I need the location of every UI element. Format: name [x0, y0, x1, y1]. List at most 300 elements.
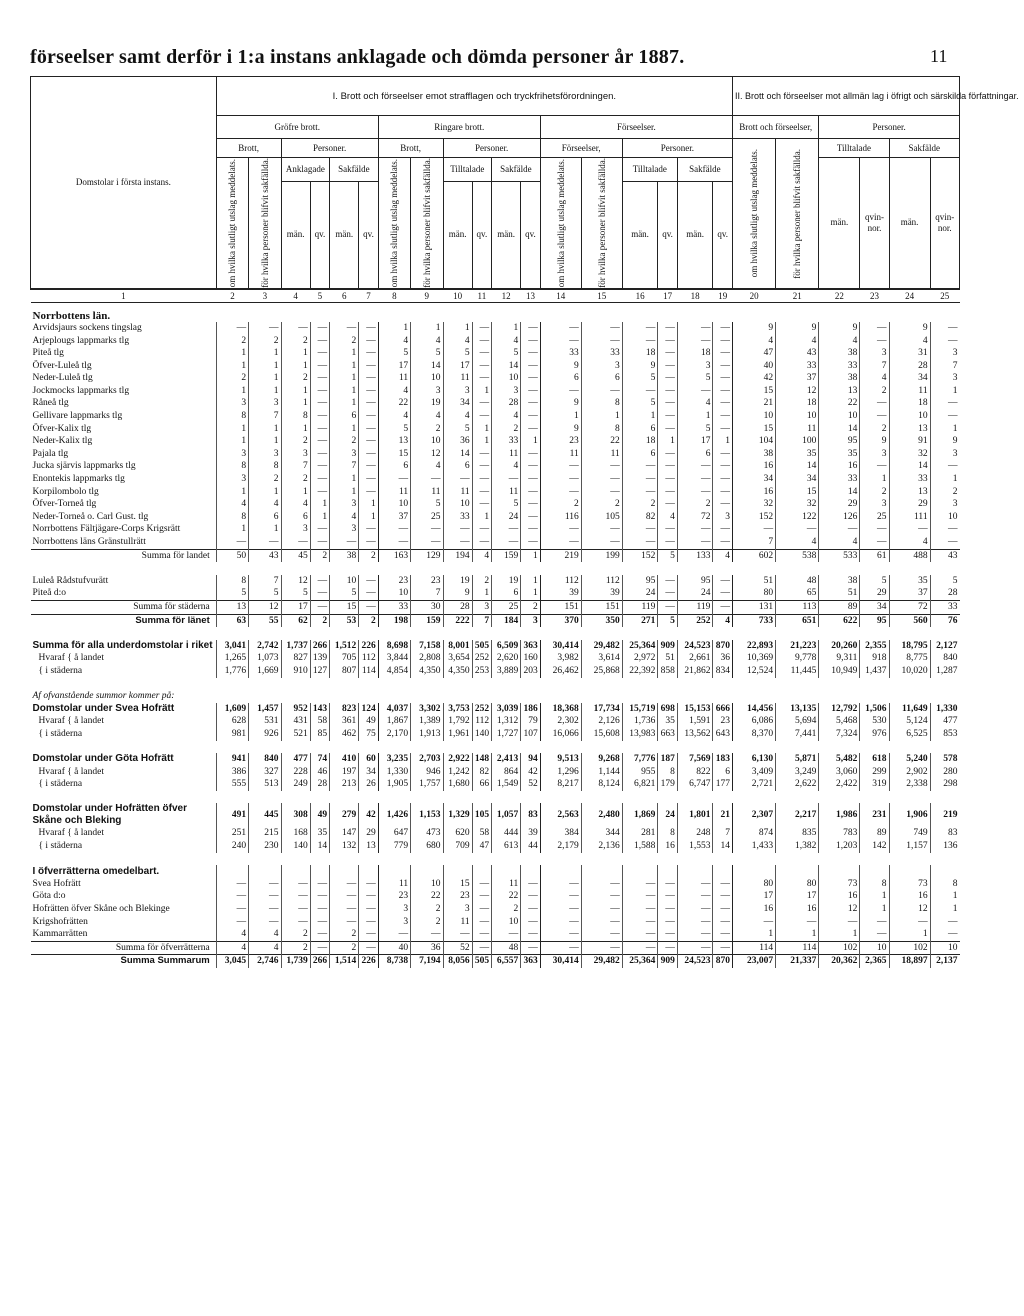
- table-cell: 3: [860, 347, 889, 360]
- table-cell: 8,370: [732, 728, 775, 741]
- table-cell: 643: [713, 728, 733, 741]
- table-cell: 6,130: [732, 753, 775, 766]
- table-cell: 946: [411, 766, 443, 779]
- table-cell: 35: [310, 827, 329, 840]
- table-cell: 5: [216, 587, 248, 600]
- table-cell: 16: [732, 903, 775, 916]
- table-cell: 1: [443, 322, 472, 335]
- table-cell: 17,734: [581, 703, 622, 716]
- table-cell: 23: [540, 435, 581, 448]
- table-cell: 3,302: [411, 703, 443, 716]
- table-row: [31, 435, 960, 448]
- table-cell: —: [540, 335, 581, 348]
- table-cell: —: [521, 523, 540, 536]
- table-cell: 112: [359, 652, 378, 665]
- table-cell: 100: [776, 435, 819, 448]
- table-cell: 1,265: [216, 652, 248, 665]
- table-cell: 13: [378, 435, 410, 448]
- column-number: 22: [819, 289, 860, 303]
- table-cell: 1,905: [378, 778, 410, 791]
- man-header-ii-a: män.: [819, 158, 860, 289]
- table-cell: —: [492, 473, 521, 486]
- table-cell: —: [658, 322, 677, 335]
- table-cell: 2,742: [249, 640, 281, 653]
- table-cell: 477: [281, 753, 310, 766]
- table-cell: 4: [819, 536, 860, 549]
- table-cell: 29: [819, 498, 860, 511]
- spacer-cell: [31, 791, 960, 804]
- table-cell: —: [359, 536, 378, 549]
- table-cell: —: [930, 410, 959, 423]
- table-cell: 1: [819, 928, 860, 941]
- table-cell: 981: [216, 728, 248, 741]
- note-text: Af ofvanstående summor kommer på:: [32, 691, 175, 702]
- table-cell: —: [677, 322, 713, 335]
- table-cell: 17: [378, 360, 410, 373]
- table-cell: 131: [732, 600, 775, 614]
- table-cell: 38: [819, 575, 860, 588]
- table-cell: 1,389: [411, 715, 443, 728]
- table-cell: 228: [281, 766, 310, 779]
- table-cell: 3: [930, 448, 959, 461]
- table-cell: 1: [472, 587, 491, 600]
- table-cell: 226: [359, 955, 378, 968]
- table-cell: 186: [521, 703, 540, 716]
- table-cell: [658, 865, 677, 878]
- qv-header: qv.: [472, 181, 491, 288]
- table-cell: 834: [713, 665, 733, 678]
- table-cell: —: [713, 335, 733, 348]
- table-cell: 2,170: [378, 728, 410, 741]
- table-cell: —: [472, 347, 491, 360]
- table-cell: 2,746: [249, 955, 281, 968]
- table-cell: 363: [521, 640, 540, 653]
- table-cell: 3,039: [492, 703, 521, 716]
- table-cell: [216, 865, 248, 878]
- table-cell: —: [330, 916, 359, 929]
- table-cell: —: [411, 473, 443, 486]
- table-cell: 30: [411, 600, 443, 614]
- table-cell: 10,020: [889, 665, 930, 678]
- table-cell: —: [658, 523, 677, 536]
- table-cell: 7: [713, 827, 733, 840]
- table-cell: 2: [249, 473, 281, 486]
- table-cell: 1,609: [216, 703, 248, 716]
- table-cell: —: [216, 916, 248, 929]
- table-cell: 1,382: [776, 840, 819, 853]
- qv-header: qv.: [310, 181, 329, 288]
- table-cell: 1: [249, 372, 281, 385]
- table-cell: 3: [581, 360, 622, 373]
- table-cell: —: [930, 460, 959, 473]
- table-cell: 2: [411, 903, 443, 916]
- table-cell: 1,961: [443, 728, 472, 741]
- table-cell: 89: [819, 600, 860, 614]
- table-cell: 199: [581, 549, 622, 562]
- table-cell: 43: [930, 549, 959, 562]
- total-label: Summa Summarum: [31, 955, 217, 968]
- table-cell: 10: [776, 410, 819, 423]
- table-row: [31, 878, 960, 891]
- table-cell: 23: [378, 890, 410, 903]
- table-cell: 34: [860, 600, 889, 614]
- table-cell: —: [521, 360, 540, 373]
- table-cell: [330, 865, 359, 878]
- table-cell: 1,329: [443, 803, 472, 827]
- table-cell: 31: [889, 347, 930, 360]
- table-cell: 5,694: [776, 715, 819, 728]
- table-cell: 18: [677, 347, 713, 360]
- table-cell: 5: [411, 498, 443, 511]
- table-cell: 13: [889, 423, 930, 436]
- table-cell: —: [540, 486, 581, 499]
- table-cell: 4: [492, 410, 521, 423]
- table-cell: 2,422: [819, 778, 860, 791]
- table-cell: —: [472, 523, 491, 536]
- tilltalade-header-3: Tilltalade: [622, 158, 677, 182]
- man-header: män.: [443, 181, 472, 288]
- table-cell: —: [677, 385, 713, 398]
- table-cell: 1: [281, 360, 310, 373]
- table-cell: 113: [776, 600, 819, 614]
- column-number: 14: [540, 289, 581, 303]
- row-label: Arjeplougs lappmarks tlg: [32, 335, 130, 346]
- table-row: [31, 640, 960, 653]
- table-cell: 114: [732, 941, 775, 955]
- column-number: 24: [889, 289, 930, 303]
- table-cell: —: [443, 473, 472, 486]
- column-number: 21: [776, 289, 819, 303]
- table-cell: 1,437: [860, 665, 889, 678]
- table-cell: 18: [622, 347, 658, 360]
- table-cell: —: [713, 473, 733, 486]
- table-cell: 909: [658, 955, 677, 968]
- table-cell: 83: [930, 827, 959, 840]
- table-cell: 213: [330, 778, 359, 791]
- table-cell: 4: [472, 549, 491, 562]
- table-cell: 3,235: [378, 753, 410, 766]
- table-cell: —: [658, 916, 677, 929]
- table-cell: —: [889, 916, 930, 929]
- table-cell: 2,338: [889, 778, 930, 791]
- table-cell: —: [713, 347, 733, 360]
- table-cell: 1: [930, 423, 959, 436]
- table-cell: 240: [216, 840, 248, 853]
- table-cell: 43: [776, 347, 819, 360]
- vert-header-3a: om hvilka slutligt utslag meddelats.: [540, 158, 581, 289]
- table-cell: 37: [889, 587, 930, 600]
- table-cell: —: [581, 903, 622, 916]
- table-cell: 1,776: [216, 665, 248, 678]
- table-cell: —: [216, 890, 248, 903]
- table-cell: 76: [930, 614, 959, 627]
- table-cell: 3: [472, 600, 491, 614]
- table-row: [31, 587, 960, 600]
- table-cell: 666: [713, 703, 733, 716]
- row-label: Jockmocks lappmarks tlg: [32, 385, 130, 396]
- table-cell: —: [281, 903, 310, 916]
- table-cell: 17: [281, 600, 310, 614]
- table-cell: 11: [776, 423, 819, 436]
- table-cell: —: [310, 410, 329, 423]
- table-cell: 10: [732, 410, 775, 423]
- table-cell: —: [521, 322, 540, 335]
- table-cell: 62: [281, 614, 310, 627]
- table-cell: 705: [330, 652, 359, 665]
- table-cell: 386: [216, 766, 248, 779]
- table-cell: 3: [281, 448, 310, 461]
- table-cell: 11,649: [889, 703, 930, 716]
- table-cell: 3: [249, 397, 281, 410]
- table-cell: 10: [930, 511, 959, 524]
- table-cell: 22: [411, 890, 443, 903]
- table-cell: 864: [492, 766, 521, 779]
- table-cell: 2: [581, 498, 622, 511]
- spacer-cell: [31, 627, 960, 640]
- man-header: män.: [330, 181, 359, 288]
- table-cell: —: [359, 600, 378, 614]
- table-cell: —: [216, 536, 248, 549]
- table-cell: 11: [443, 486, 472, 499]
- table-cell: 12: [281, 575, 310, 588]
- table-cell: 33: [819, 473, 860, 486]
- table-cell: 89: [860, 827, 889, 840]
- table-cell: 976: [860, 728, 889, 741]
- table-cell: 198: [378, 614, 410, 627]
- table-cell: —: [860, 536, 889, 549]
- table-cell: —: [472, 941, 491, 955]
- table-cell: —: [310, 397, 329, 410]
- table-cell: 513: [249, 778, 281, 791]
- table-cell: 2,703: [411, 753, 443, 766]
- table-cell: 159: [492, 549, 521, 562]
- table-cell: 2: [472, 575, 491, 588]
- statistics-table: [30, 76, 1019, 968]
- table-cell: 16: [776, 903, 819, 916]
- table-row: [31, 448, 960, 461]
- table-cell: 32: [776, 498, 819, 511]
- table-cell: 34: [359, 766, 378, 779]
- table-cell: 2: [492, 903, 521, 916]
- table-cell: [378, 865, 410, 878]
- table-cell: 2: [310, 614, 329, 627]
- table-cell: 49: [359, 715, 378, 728]
- table-cell: 6: [677, 448, 713, 461]
- table-cell: 7,441: [776, 728, 819, 741]
- table-cell: 25: [492, 600, 521, 614]
- table-cell: 102: [819, 941, 860, 955]
- table-cell: 17: [776, 890, 819, 903]
- table-cell: 1: [281, 486, 310, 499]
- table-cell: 3: [281, 523, 310, 536]
- table-cell: 112: [540, 575, 581, 588]
- table-cell: [472, 865, 491, 878]
- table-cell: 17: [677, 435, 713, 448]
- table-cell: 28: [889, 360, 930, 373]
- column-number: 19: [713, 289, 733, 303]
- table-cell: 15,719: [622, 703, 658, 716]
- table-cell: 36: [713, 652, 733, 665]
- column-number: 17: [658, 289, 677, 303]
- table-cell: 23: [378, 575, 410, 588]
- table-cell: 7: [249, 410, 281, 423]
- table-cell: 5: [492, 347, 521, 360]
- table-cell: 105: [581, 511, 622, 524]
- table-cell: 32: [889, 448, 930, 461]
- table-cell: 4: [411, 410, 443, 423]
- table-cell: 4: [378, 410, 410, 423]
- table-cell: —: [472, 360, 491, 373]
- table-cell: 91: [889, 435, 930, 448]
- table-cell: [889, 865, 930, 878]
- table-cell: —: [713, 322, 733, 335]
- table-cell: 58: [310, 715, 329, 728]
- table-cell: 15,608: [581, 728, 622, 741]
- table-cell: —: [677, 536, 713, 549]
- brott-header-2: Brott,: [378, 139, 443, 158]
- table-cell: 1: [249, 347, 281, 360]
- table-cell: 2: [281, 335, 310, 348]
- table-cell: 10,369: [732, 652, 775, 665]
- table-cell: 384: [540, 827, 581, 840]
- table-cell: 61: [860, 549, 889, 562]
- table-cell: 139: [310, 652, 329, 665]
- table-cell: —: [860, 410, 889, 423]
- table-cell: 1: [472, 385, 491, 398]
- table-cell: 25,868: [581, 665, 622, 678]
- table-cell: —: [472, 473, 491, 486]
- table-cell: 39: [521, 827, 540, 840]
- table-cell: 5: [860, 575, 889, 588]
- table-cell: 29,482: [581, 955, 622, 968]
- table-cell: 1: [860, 890, 889, 903]
- table-cell: —: [521, 347, 540, 360]
- spacer-row: [31, 853, 960, 866]
- table-cell: 5: [930, 575, 959, 588]
- table-cell: —: [521, 335, 540, 348]
- table-cell: 3: [930, 498, 959, 511]
- column-number: 4: [281, 289, 310, 303]
- table-cell: 4: [443, 335, 472, 348]
- table-cell: 1: [930, 385, 959, 398]
- table-cell: 1,739: [281, 955, 310, 968]
- table-cell: 10: [411, 372, 443, 385]
- table-cell: 3: [860, 498, 889, 511]
- table-cell: 18: [889, 397, 930, 410]
- table-cell: —: [492, 523, 521, 536]
- table-row: [31, 753, 960, 766]
- qv-header: qv.: [521, 181, 540, 288]
- table-cell: 151: [540, 600, 581, 614]
- table-cell: 252: [472, 703, 491, 716]
- table-cell: 11: [581, 448, 622, 461]
- table-cell: —: [622, 523, 658, 536]
- table-cell: [540, 865, 581, 878]
- table-cell: 2,972: [622, 652, 658, 665]
- table-cell: —: [622, 878, 658, 891]
- table-cell: 249: [281, 778, 310, 791]
- table-cell: 1: [658, 435, 677, 448]
- table-cell: 37: [378, 511, 410, 524]
- table-cell: 36: [411, 941, 443, 955]
- table-cell: 8,124: [581, 778, 622, 791]
- table-cell: 5: [622, 372, 658, 385]
- table-cell: —: [310, 486, 329, 499]
- table-cell: 823: [330, 703, 359, 716]
- table-cell: 1: [216, 347, 248, 360]
- table-cell: 3: [216, 397, 248, 410]
- table-cell: [732, 865, 775, 878]
- table-row: [31, 347, 960, 360]
- table-cell: 2: [281, 941, 310, 955]
- table-cell: 2,217: [776, 803, 819, 827]
- table-cell: —: [330, 878, 359, 891]
- table-cell: 11: [411, 486, 443, 499]
- spacer-cell: [31, 562, 960, 575]
- table-cell: —: [713, 360, 733, 373]
- table-cell: 8: [216, 575, 248, 588]
- table-cell: 3,889: [492, 665, 521, 678]
- table-cell: 58: [472, 827, 491, 840]
- table-cell: [249, 865, 281, 878]
- table-row: [31, 360, 960, 373]
- table-cell: 4: [658, 511, 677, 524]
- column-number: 13: [521, 289, 540, 303]
- table-cell: 3: [411, 385, 443, 398]
- table-cell: 33: [492, 435, 521, 448]
- table-cell: 8: [249, 460, 281, 473]
- table-cell: 709: [443, 840, 472, 853]
- table-cell: 1: [521, 575, 540, 588]
- personer-header-2: Personer.: [443, 139, 540, 158]
- column-number: 7: [359, 289, 378, 303]
- table-cell: 16: [658, 840, 677, 853]
- table-cell: 1: [310, 498, 329, 511]
- row-label: Öfver-Luleå tlg: [32, 360, 92, 371]
- table-cell: 197: [330, 766, 359, 779]
- table-row: [31, 549, 960, 562]
- table-cell: 7: [281, 460, 310, 473]
- table-cell: 491: [216, 803, 248, 827]
- table-cell: 2: [860, 385, 889, 398]
- table-cell: 33: [776, 360, 819, 373]
- table-cell: [521, 865, 540, 878]
- table-row: [31, 928, 960, 941]
- table-cell: 33: [443, 511, 472, 524]
- table-cell: 22,893: [732, 640, 775, 653]
- table-cell: 2,413: [492, 753, 521, 766]
- table-cell: —: [521, 916, 540, 929]
- table-cell: 5: [249, 587, 281, 600]
- table-cell: —: [540, 928, 581, 941]
- table-cell: 10: [889, 410, 930, 423]
- table-cell: [713, 865, 733, 878]
- table-cell: 3: [378, 903, 410, 916]
- table-cell: 25,364: [622, 640, 658, 653]
- table-cell: 680: [411, 840, 443, 853]
- table-cell: 11: [492, 878, 521, 891]
- subgroup-label: Hvaraf { å landet: [38, 766, 104, 777]
- table-cell: —: [472, 460, 491, 473]
- table-cell: [581, 865, 622, 878]
- table-header: [31, 77, 1019, 303]
- table-cell: —: [359, 523, 378, 536]
- table-cell: 14: [492, 360, 521, 373]
- section-heading-row: [31, 303, 960, 322]
- table-cell: 1,801: [677, 803, 713, 827]
- table-cell: —: [310, 460, 329, 473]
- table-cell: 32: [732, 498, 775, 511]
